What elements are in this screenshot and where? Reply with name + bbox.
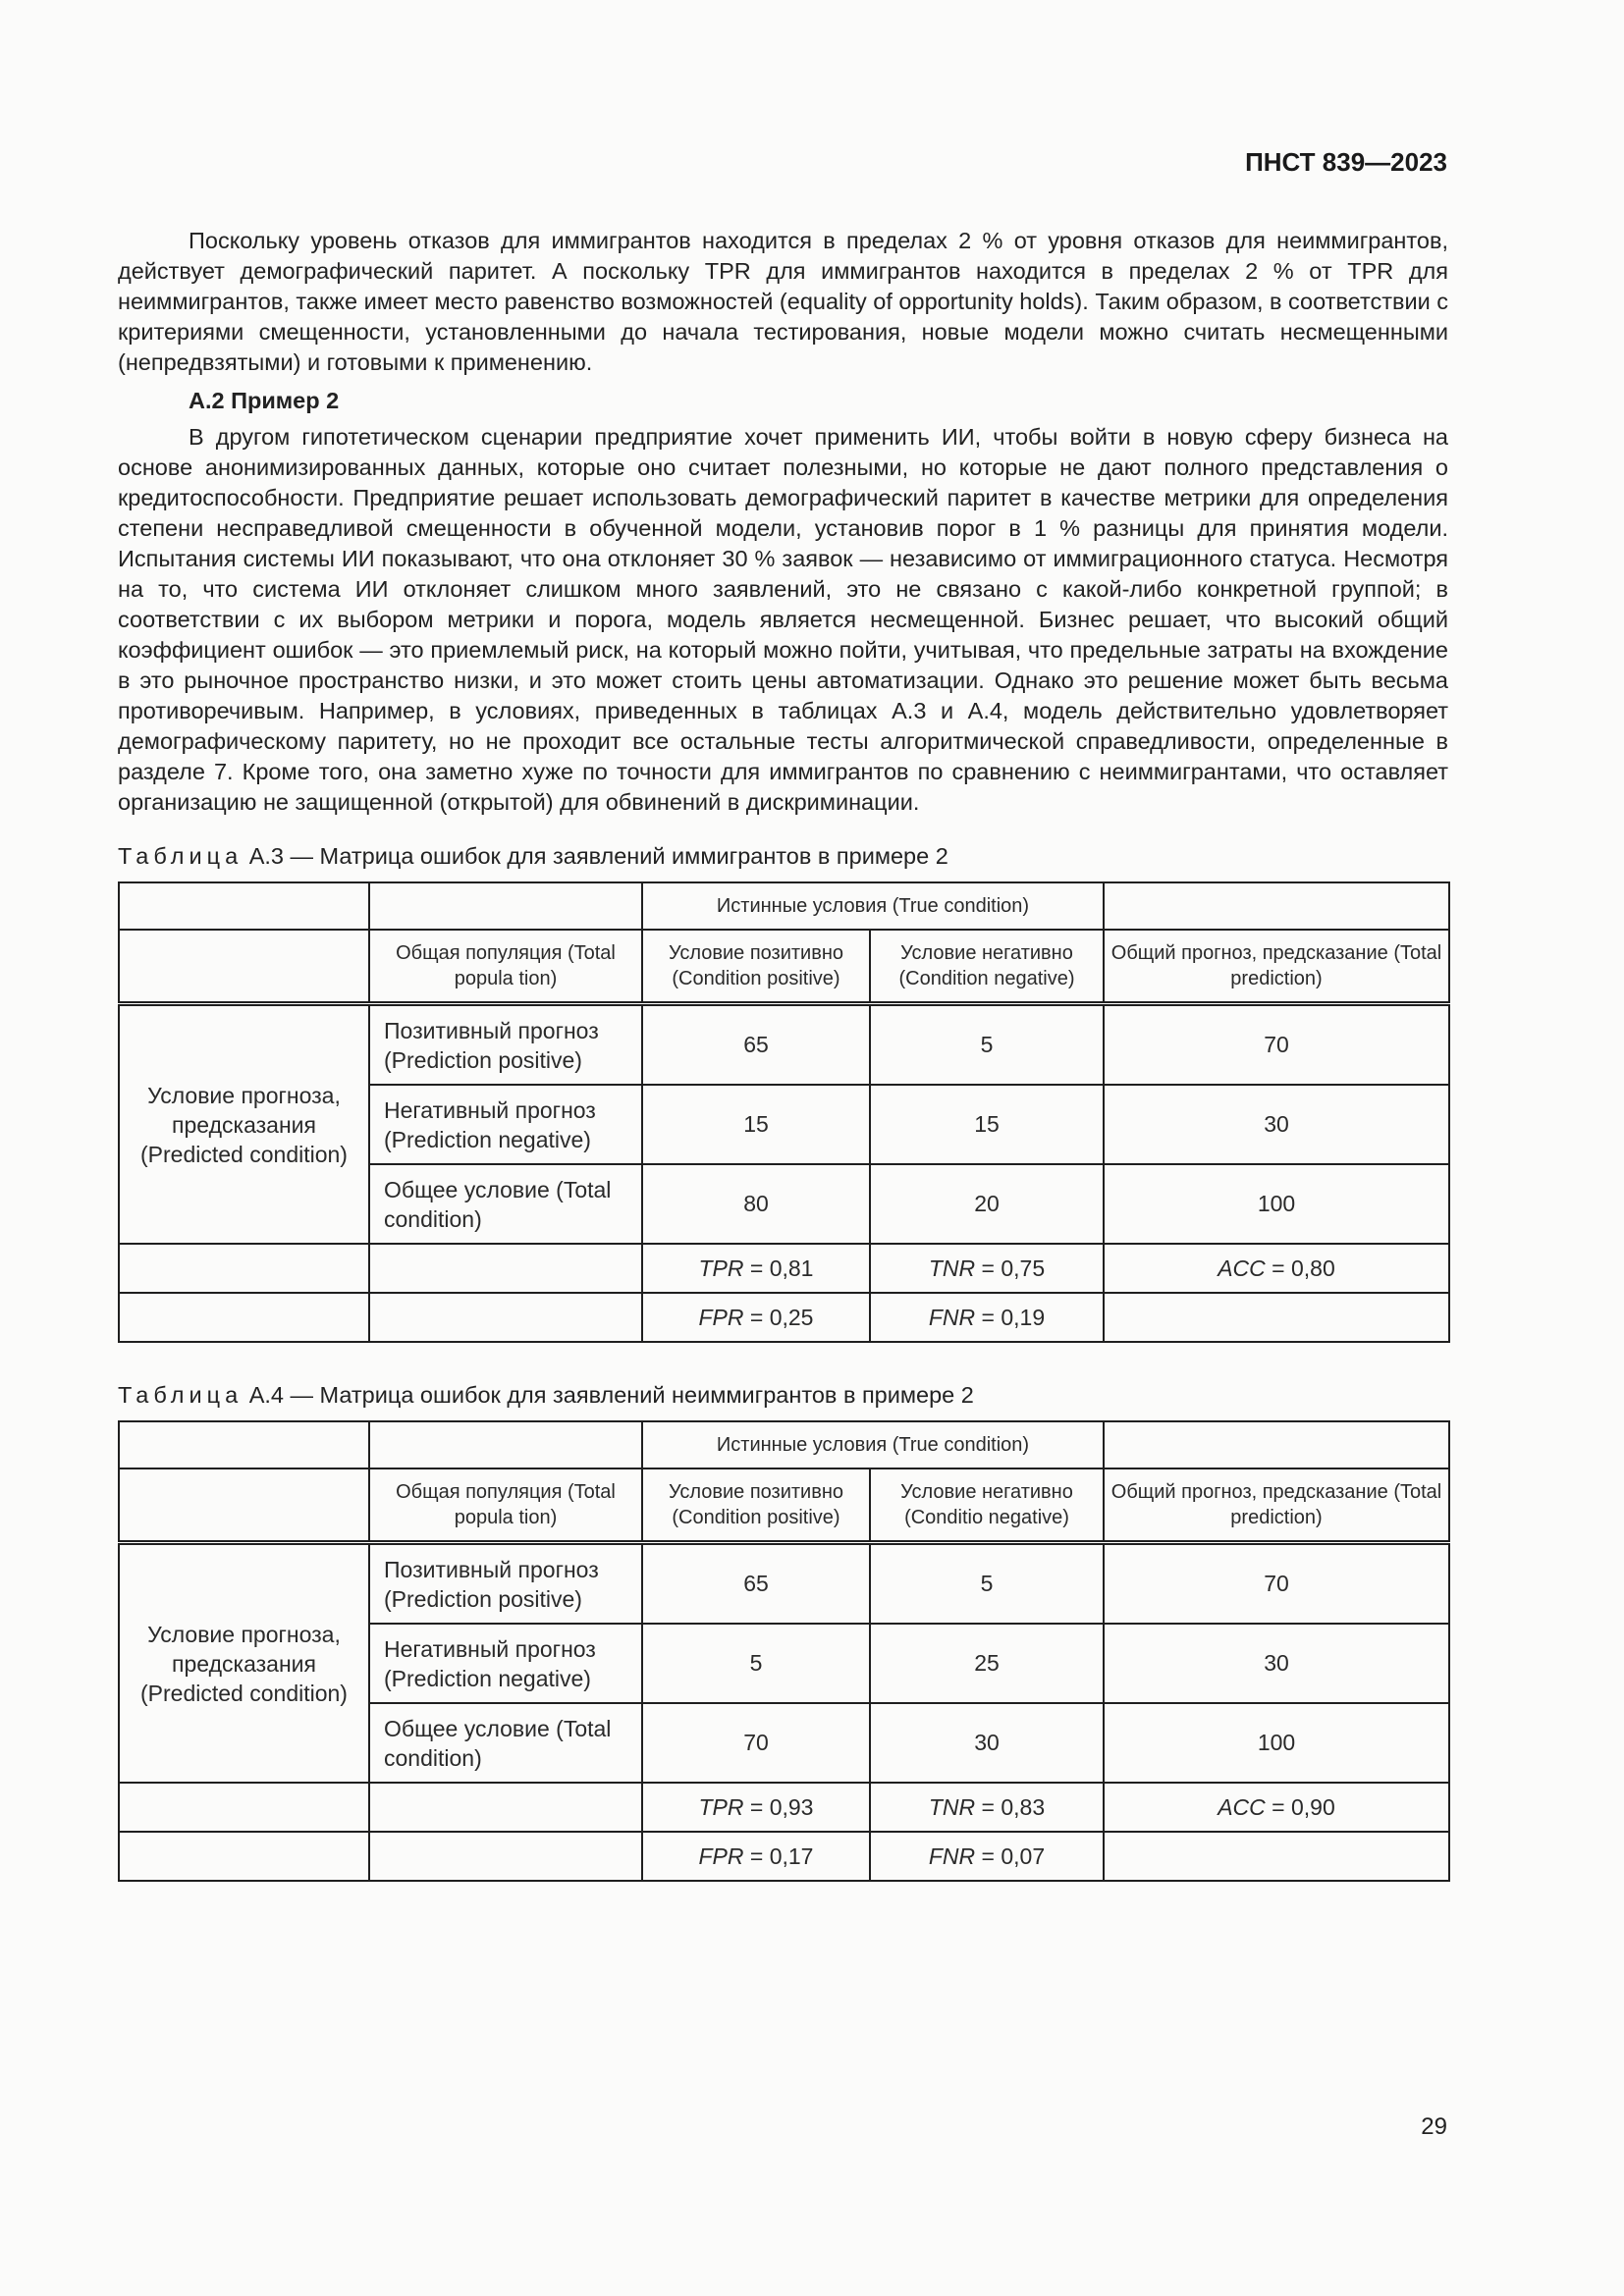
cell-value: 15 bbox=[870, 1085, 1104, 1164]
paragraph-2: В другом гипотетическом сценарии предприятие хочет применить ИИ, чтобы войти в новую сферу бизнеса на основе анонимизированных данных, которые оно считает полезными, но которые не дают полного представления о кредитоспособности. Предприятие решает использовать демографический паритет в качестве метрики для определения степени несправедливой смещенности в обученной модели, установив порог в 1 % разницы для принятия модели. Испытания системы ИИ показывают, что она отклоняет 30 % заявок — независимо от иммиграционного статуса. Несмотря на то, что система ИИ отклоняет слишком много заявлений, это не связано с какой-либо конкретной группой; в соответствии с их выбором метрики и порога, модель является несмещенной. Бизнес решает, что высокий общий коэффициент ошибок — это приемлемый риск, на который можно пойти, учитывая, что предельные затраты на вхождение в это рыночное пространство низки, и это может стоить цены автоматизации. Однако это решение может быть весьма противоречивым. Например, в условиях, приведенных в таблицах А.3 и А.4, модель действительно удовлетворяет демографическому паритету, но не проходит все остальные тесты алгоритмической справедливости, определенные в разделе 7. Кроме того, она заметно хуже по точности для иммигрантов по сравнению с неиммигрантами, что оставляет организацию не защищенной (открытой) для обвинений в дискриминации. bbox=[118, 424, 1448, 815]
empty-cell bbox=[119, 1421, 369, 1468]
condition-negative-header: Условие негативно (Conditio negative) bbox=[870, 1468, 1104, 1543]
empty-cell bbox=[119, 1832, 369, 1881]
table-caption-prefix: Таблица bbox=[118, 843, 244, 869]
tpr-metric: TPR = 0,81 bbox=[642, 1244, 870, 1293]
acc-metric: ACC = 0,90 bbox=[1104, 1783, 1449, 1832]
empty-cell bbox=[369, 1293, 642, 1342]
tnr-metric: TNR = 0,83 bbox=[870, 1783, 1104, 1832]
empty-cell bbox=[369, 1783, 642, 1832]
cell-value: 20 bbox=[870, 1164, 1104, 1244]
empty-cell bbox=[119, 1293, 369, 1342]
empty-cell bbox=[1104, 882, 1449, 930]
empty-cell bbox=[119, 930, 369, 1004]
predicted-condition-label: Условие прогноза, предсказания (Predicted condition) bbox=[119, 1004, 369, 1245]
cell-value: 65 bbox=[642, 1543, 870, 1625]
total-population-header: Общая популяция (Total popula tion) bbox=[369, 1468, 642, 1543]
cell-value: 70 bbox=[642, 1703, 870, 1783]
cell-value: 70 bbox=[1104, 1543, 1449, 1625]
condition-positive-header: Условие позитивно (Condition positive) bbox=[642, 930, 870, 1004]
empty-cell bbox=[369, 1421, 642, 1468]
cell-value: 100 bbox=[1104, 1164, 1449, 1244]
cell-value: 30 bbox=[1104, 1624, 1449, 1703]
table-caption-text: А.4 — Матрица ошибок для заявлений неиммигрантов в примере 2 bbox=[248, 1382, 974, 1408]
cell-value: 30 bbox=[1104, 1085, 1449, 1164]
tpr-metric: TPR = 0,93 bbox=[642, 1783, 870, 1832]
page-content bbox=[118, 226, 1448, 1882]
empty-cell bbox=[369, 1244, 642, 1293]
cell-value: 15 bbox=[642, 1085, 870, 1164]
true-condition-header: Истинные условия (True condition) bbox=[642, 882, 1104, 930]
paragraph-1: Поскольку уровень отказов для иммигрантов находится в пределах 2 % от уровня отказов для неиммигрантов, действует демографический паритет. А поскольку TPR для иммигрантов находится в пределах 2 % от TPR для неиммигрантов, также имеет место равенство возможностей (equality of opportunity holds). Таким образом, в соответствии с критериями смещенности, установленными до начала тестирования, новые модели можно считать несмещенными (непредвзятыми) и готовыми к применению. bbox=[118, 228, 1448, 375]
cell-value: 100 bbox=[1104, 1703, 1449, 1783]
cell-value: 5 bbox=[642, 1624, 870, 1703]
empty-cell bbox=[369, 1832, 642, 1881]
table-caption-prefix: Таблица bbox=[118, 1382, 244, 1408]
table-caption-text: А.3 — Матрица ошибок для заявлений иммигрантов в примере 2 bbox=[248, 843, 948, 869]
cell-value: 25 bbox=[870, 1624, 1104, 1703]
acc-metric: ACC = 0,80 bbox=[1104, 1244, 1449, 1293]
total-prediction-header: Общий прогноз, предсказание (Total prediction) bbox=[1104, 1468, 1449, 1543]
empty-cell bbox=[119, 1244, 369, 1293]
fpr-metric: FPR = 0,25 bbox=[642, 1293, 870, 1342]
cell-value: 5 bbox=[870, 1004, 1104, 1086]
row-label: Негативный прогноз (Prediction negative) bbox=[369, 1085, 642, 1164]
predicted-condition-label: Условие прогноза, предсказания (Predicted condition) bbox=[119, 1543, 369, 1784]
empty-cell bbox=[119, 1468, 369, 1543]
fpr-metric: FPR = 0,17 bbox=[642, 1832, 870, 1881]
document-id: ПНСТ 839—2023 bbox=[1245, 147, 1447, 177]
row-label: Позитивный прогноз (Prediction positive) bbox=[369, 1543, 642, 1625]
row-label: Общее условие (Total condition) bbox=[369, 1703, 642, 1783]
cell-value: 70 bbox=[1104, 1004, 1449, 1086]
fnr-metric: FNR = 0,07 bbox=[870, 1832, 1104, 1881]
section-heading-a2: А.2 Пример 2 bbox=[189, 388, 340, 413]
empty-cell bbox=[369, 882, 642, 930]
empty-cell bbox=[1104, 1832, 1449, 1881]
row-label: Позитивный прогноз (Prediction positive) bbox=[369, 1004, 642, 1086]
table-a4-caption bbox=[118, 1380, 1448, 1411]
condition-negative-header: Условие негативно (Condition negative) bbox=[870, 930, 1104, 1004]
total-population-header: Общая популяция (Total popula tion) bbox=[369, 930, 642, 1004]
empty-cell bbox=[1104, 1293, 1449, 1342]
tnr-metric: TNR = 0,75 bbox=[870, 1244, 1104, 1293]
row-label: Общее условие (Total condition) bbox=[369, 1164, 642, 1244]
cell-value: 65 bbox=[642, 1004, 870, 1086]
page-number: 29 bbox=[1421, 2113, 1447, 2140]
empty-cell bbox=[119, 882, 369, 930]
empty-cell bbox=[1104, 1421, 1449, 1468]
row-label: Негативный прогноз (Prediction negative) bbox=[369, 1624, 642, 1703]
cell-value: 30 bbox=[870, 1703, 1104, 1783]
true-condition-header: Истинные условия (True condition) bbox=[642, 1421, 1104, 1468]
fnr-metric: FNR = 0,19 bbox=[870, 1293, 1104, 1342]
empty-cell bbox=[119, 1783, 369, 1832]
condition-positive-header: Условие позитивно (Condition positive) bbox=[642, 1468, 870, 1543]
cell-value: 5 bbox=[870, 1543, 1104, 1625]
cell-value: 80 bbox=[642, 1164, 870, 1244]
table-a3-caption bbox=[118, 841, 1448, 872]
total-prediction-header: Общий прогноз, предсказание (Total prediction) bbox=[1104, 930, 1449, 1004]
table-a4 bbox=[118, 1420, 1450, 1882]
table-a3 bbox=[118, 881, 1450, 1343]
